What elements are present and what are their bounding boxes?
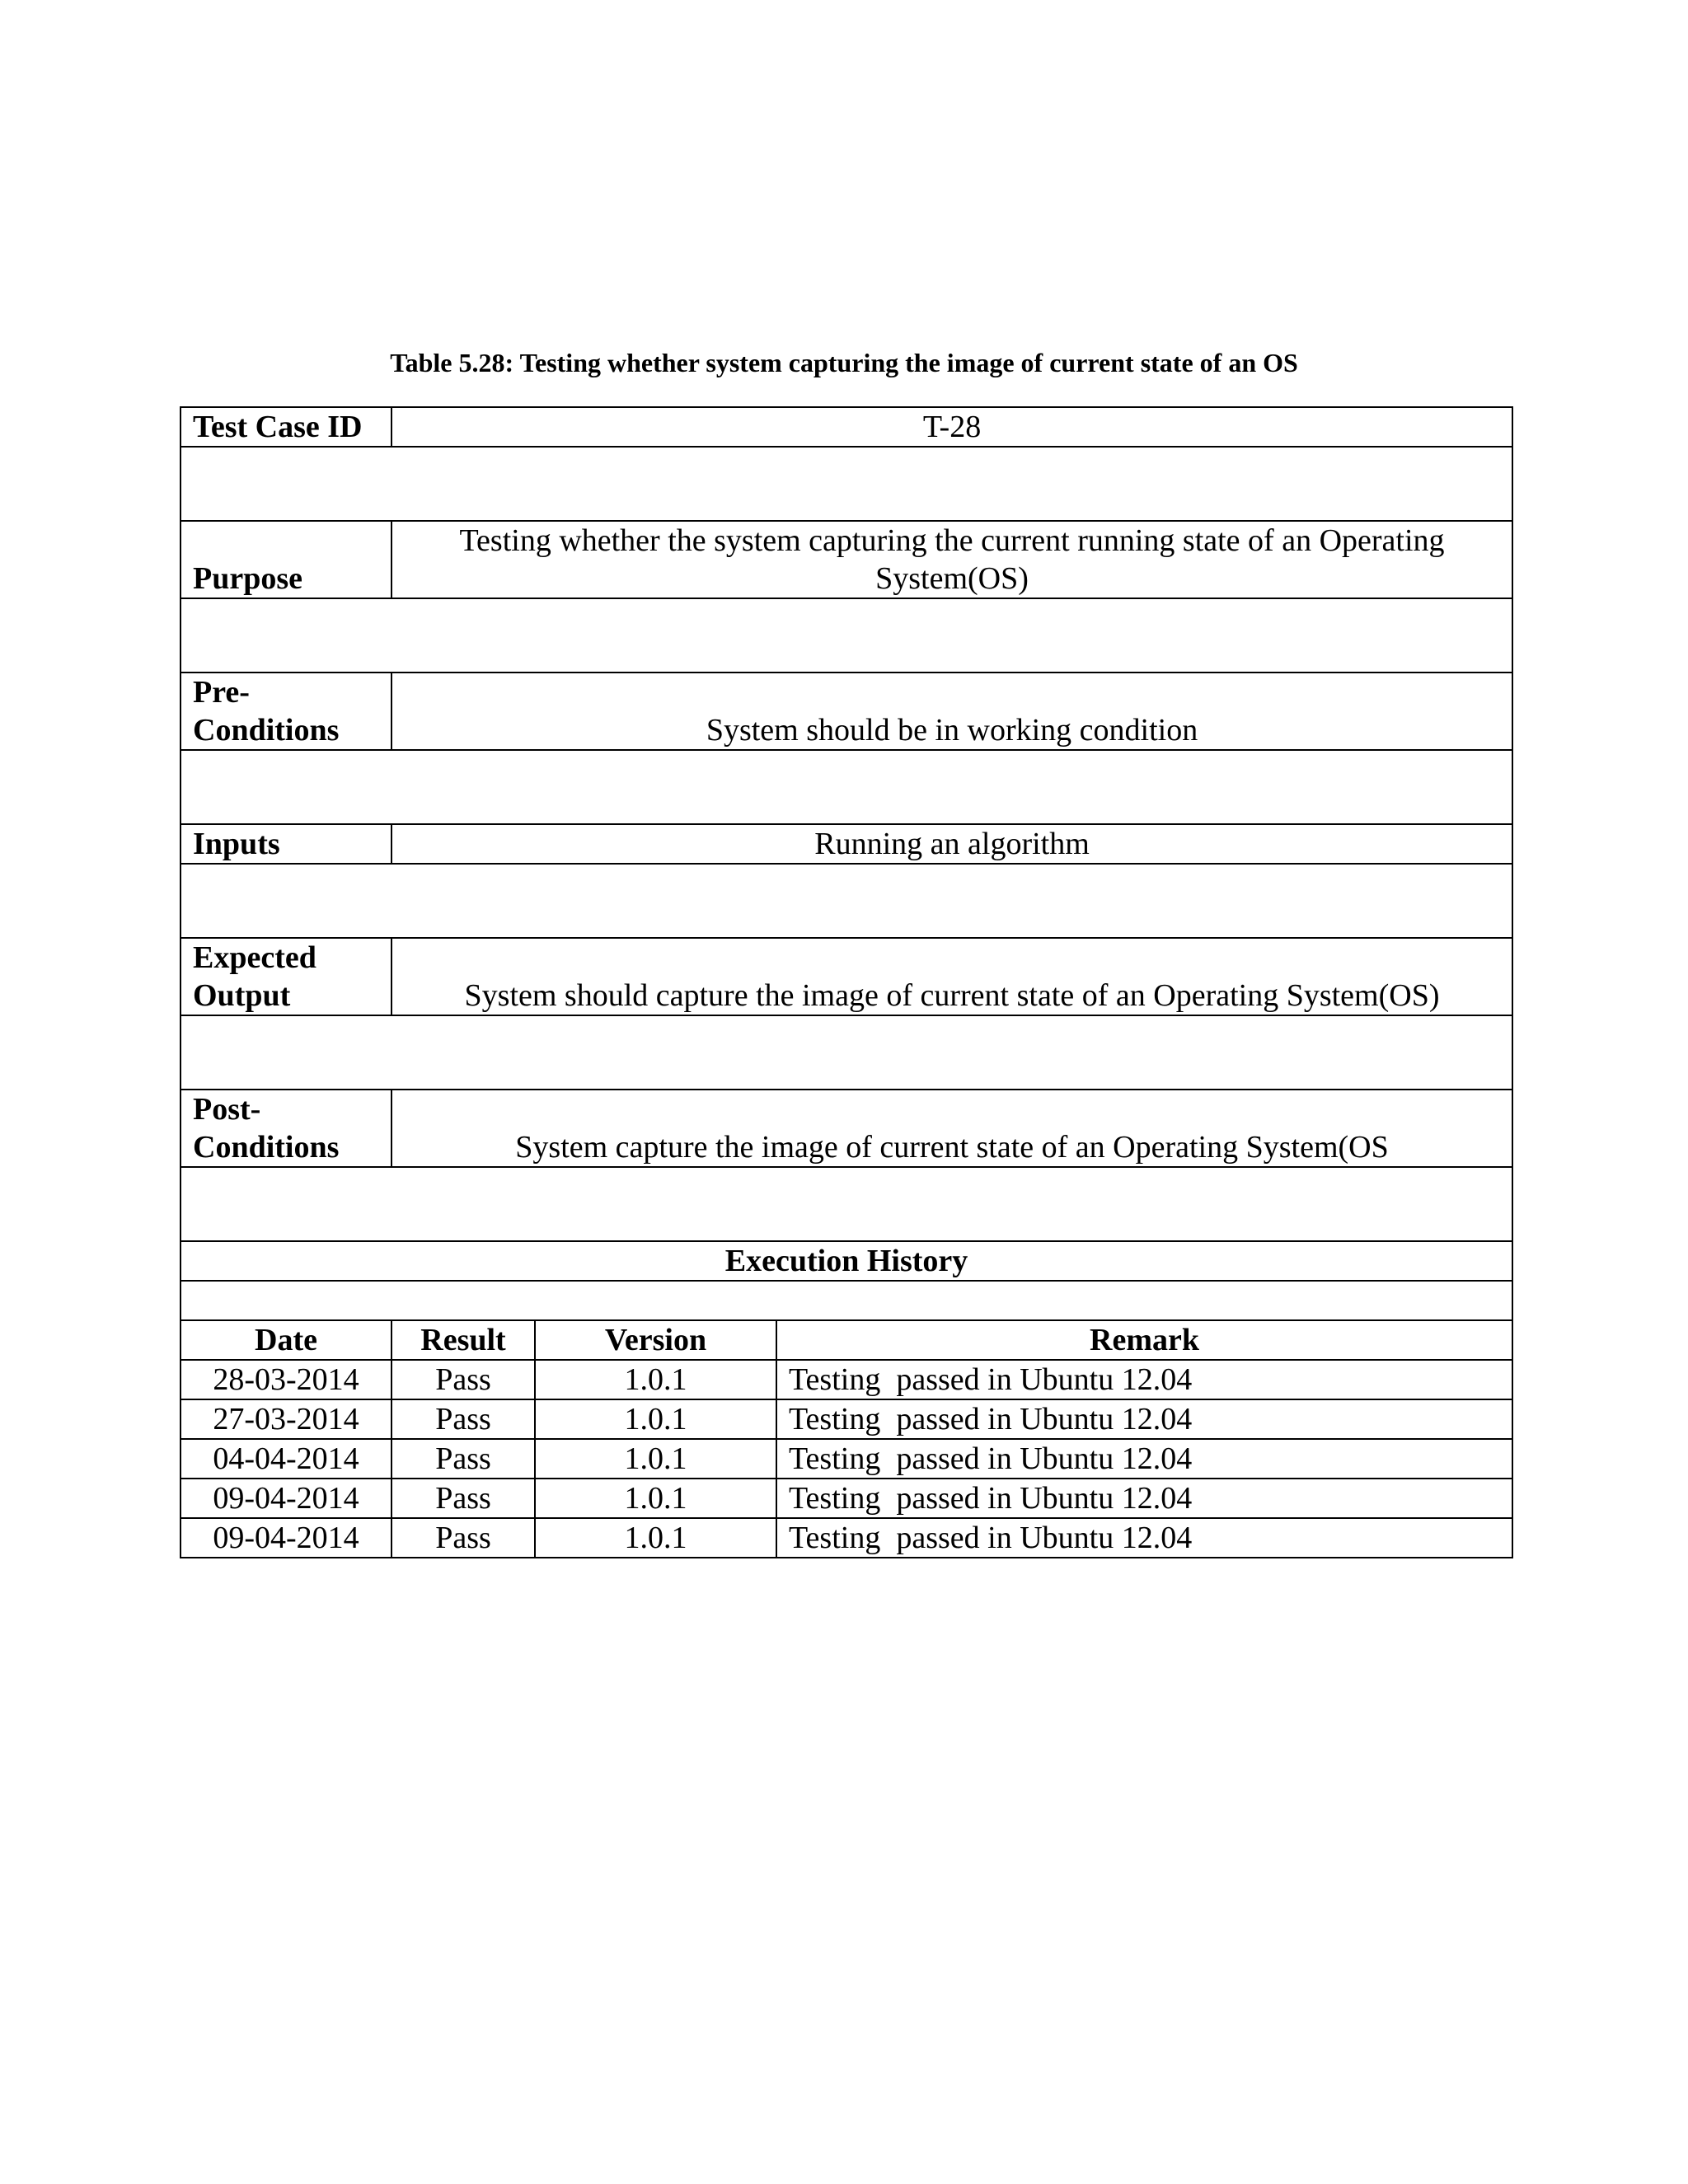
spacer-cell <box>181 1167 1512 1241</box>
spacer-row <box>181 864 1512 938</box>
version-cell: 1.0.1 <box>535 1399 776 1439</box>
expected-output-value: System should capture the image of current state of an Operating System(OS) <box>392 938 1512 1015</box>
spacer-row <box>181 1167 1512 1241</box>
purpose-value: Testing whether the system capturing the current running state of an Operating System(OS) <box>392 521 1512 598</box>
date-cell: 04-04-2014 <box>181 1439 392 1479</box>
remark-cell: Testing passed in Ubuntu 12.04 <box>776 1518 1512 1558</box>
postconditions-label-line1: Post- <box>193 1092 261 1127</box>
execution-history-header-row <box>181 1320 1512 1360</box>
remark-cell: Testing passed in Ubuntu 12.04 <box>776 1479 1512 1518</box>
spacer-cell <box>181 1015 1512 1090</box>
spacer-cell <box>181 1281 1512 1320</box>
preconditions-label-line2: Conditions <box>193 713 340 748</box>
postconditions-label-line2: Conditions <box>193 1130 340 1165</box>
preconditions-value: System should be in working condition <box>392 673 1512 750</box>
purpose-row <box>181 521 1512 598</box>
version-cell: 1.0.1 <box>535 1479 776 1518</box>
table-row <box>181 1399 1512 1439</box>
postconditions-label <box>181 1090 392 1167</box>
purpose-label: Purpose <box>181 521 392 598</box>
remark-cell: Testing passed in Ubuntu 12.04 <box>776 1439 1512 1479</box>
spacer-row <box>181 1015 1512 1090</box>
expected-output-label-line1: Expected <box>193 940 316 975</box>
execution-history-title-row <box>181 1241 1512 1281</box>
version-cell: 1.0.1 <box>535 1360 776 1399</box>
column-header-remark: Remark <box>776 1320 1512 1360</box>
postconditions-value: System capture the image of current state of an Operating System(OS <box>392 1090 1512 1167</box>
test-case-id-value: T-28 <box>392 407 1512 447</box>
preconditions-label <box>181 673 392 750</box>
test-case-id-row <box>181 407 1512 447</box>
spacer-row <box>181 447 1512 521</box>
postconditions-row <box>181 1090 1512 1167</box>
result-cell: Pass <box>392 1360 535 1399</box>
table-row <box>181 1360 1512 1399</box>
expected-output-label <box>181 938 392 1015</box>
preconditions-label-line1: Pre- <box>193 675 250 710</box>
execution-history-title: Execution History <box>181 1241 1512 1281</box>
inputs-value: Running an algorithm <box>392 824 1512 864</box>
spacer-cell <box>181 864 1512 938</box>
date-cell: 09-04-2014 <box>181 1479 392 1518</box>
version-cell: 1.0.1 <box>535 1439 776 1479</box>
date-cell: 28-03-2014 <box>181 1360 392 1399</box>
result-cell: Pass <box>392 1479 535 1518</box>
result-cell: Pass <box>392 1399 535 1439</box>
preconditions-row <box>181 673 1512 750</box>
remark-cell: Testing passed in Ubuntu 12.04 <box>776 1360 1512 1399</box>
spacer-row <box>181 750 1512 824</box>
date-cell: 27-03-2014 <box>181 1399 392 1439</box>
test-case-id-label: Test Case ID <box>181 407 392 447</box>
column-header-date: Date <box>181 1320 392 1360</box>
date-cell: 09-04-2014 <box>181 1518 392 1558</box>
expected-output-row <box>181 938 1512 1015</box>
spacer-cell <box>181 598 1512 673</box>
spacer-cell <box>181 447 1512 521</box>
spacer-cell <box>181 750 1512 824</box>
table-row <box>181 1518 1512 1558</box>
spacer-row <box>181 598 1512 673</box>
spacer-row <box>181 1281 1512 1320</box>
inputs-row <box>181 824 1512 864</box>
table-caption: Table 5.28: Testing whether system capturing the image of current state of an OS <box>390 348 1298 377</box>
inputs-label: Inputs <box>181 824 392 864</box>
result-cell: Pass <box>392 1518 535 1558</box>
remark-cell: Testing passed in Ubuntu 12.04 <box>776 1399 1512 1439</box>
test-case-table <box>180 406 1513 1558</box>
table-row <box>181 1439 1512 1479</box>
table-row <box>181 1479 1512 1518</box>
column-header-result: Result <box>392 1320 535 1360</box>
result-cell: Pass <box>392 1439 535 1479</box>
expected-output-label-line2: Output <box>193 978 291 1013</box>
version-cell: 1.0.1 <box>535 1518 776 1558</box>
column-header-version: Version <box>535 1320 776 1360</box>
